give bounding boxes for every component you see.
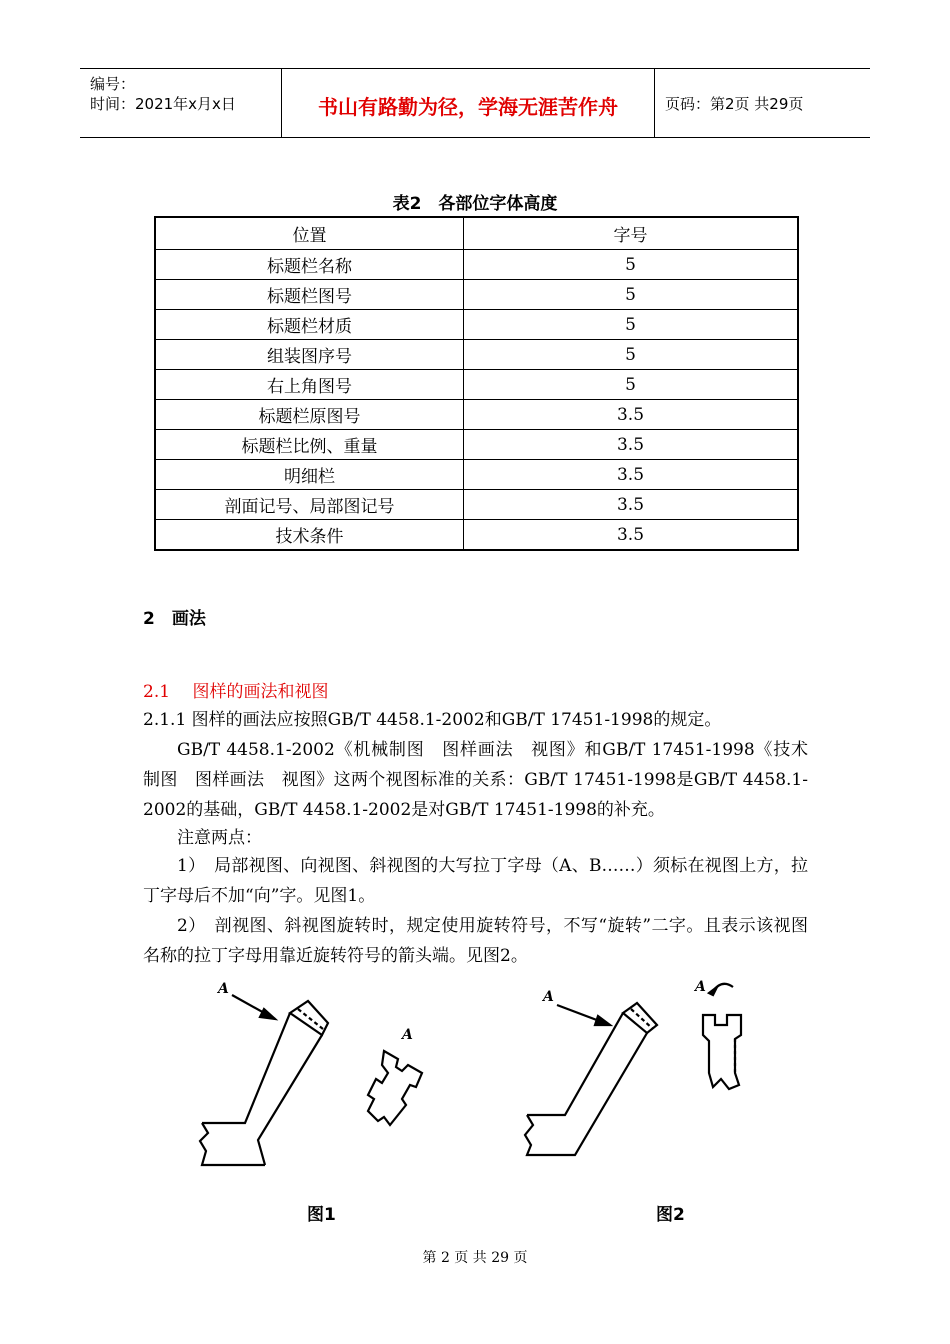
section-heading: 2 画法 xyxy=(143,609,206,629)
header-page-cell xyxy=(655,69,870,137)
table-row xyxy=(155,460,798,490)
table-row xyxy=(155,490,798,520)
table-cell: 技术条件 xyxy=(155,520,464,551)
table-cell: 3.5 xyxy=(464,400,799,430)
view-arrow xyxy=(232,995,275,1019)
view-arrow xyxy=(557,1005,610,1025)
view-label-a: A xyxy=(543,989,554,1005)
table-header-row xyxy=(155,217,798,250)
paragraph: GB/T 4458.1-2002《机械制图 图样画法 视图》和GB/T 17451-1998《技术制图 图样画法 视图》这两个视图标准的关系：GB/T 17451-1998是GB/T 4458.1-2002的基础，GB/T 4458.1-2002是对GB/T 17451-1998的补充。 xyxy=(143,740,808,820)
table-cell: 5 xyxy=(464,310,799,340)
column-header: 字号 xyxy=(464,217,799,250)
table-cell: 3.5 xyxy=(464,490,799,520)
view-label-a: A xyxy=(218,981,229,997)
local-view-label-a: A xyxy=(402,1027,413,1043)
subsection-heading: 2.1 图样的画法和视图 xyxy=(143,682,329,702)
table-row xyxy=(155,370,798,400)
table-cell: 3.5 xyxy=(464,460,799,490)
table-cell: 明细栏 xyxy=(155,460,464,490)
paragraph: 1） 局部视图、向视图、斜视图的大写拉丁字母（A、B……）须标在视图上方，拉丁字母后不加“向”字。见图1。 xyxy=(143,856,808,906)
table-cell: 5 xyxy=(464,370,799,400)
motto: 书山有路勤为径，学海无涯苦作舟 xyxy=(318,95,618,119)
table-cell: 5 xyxy=(464,280,799,310)
paragraph: 注意两点： xyxy=(177,828,262,848)
table-cell: 组装图序号 xyxy=(155,340,464,370)
rotation-symbol-icon xyxy=(709,984,733,995)
figure-2-caption: 图2 xyxy=(656,1205,685,1225)
table-cell: 3.5 xyxy=(464,430,799,460)
number-label: 编号： xyxy=(90,75,136,93)
page-footer: 第 2 页 共 29 页 xyxy=(422,1250,528,1266)
table-row xyxy=(155,520,798,551)
paragraph: 2） 剖视图、斜视图旋转时，规定使用旋转符号，不写“旋转”二字。且表示该视图名称的拉丁字母用靠近旋转符号的箭头端。见图2。 xyxy=(143,916,808,966)
oblique-bent-part xyxy=(200,1001,328,1165)
local-view-a xyxy=(368,1051,422,1125)
table-cell: 标题栏材质 xyxy=(155,310,464,340)
figure-2-drawing xyxy=(515,975,775,1185)
page-info: 页码：第2页 共29页 xyxy=(665,95,804,113)
table-row xyxy=(155,250,798,280)
paragraph: 2.1.1 图样的画法应按照GB/T 4458.1-2002和GB/T 17451-1998的规定。 xyxy=(143,710,722,730)
table-row xyxy=(155,340,798,370)
oblique-bent-part xyxy=(525,1003,657,1155)
document-header xyxy=(80,68,870,138)
table-cell: 右上角图号 xyxy=(155,370,464,400)
time-label: 时间：2021年x月x日 xyxy=(90,95,236,113)
table-row xyxy=(155,430,798,460)
table-cell: 5 xyxy=(464,250,799,280)
table-row xyxy=(155,280,798,310)
header-motto-cell xyxy=(282,69,655,137)
table-row xyxy=(155,310,798,340)
figure-1-drawing xyxy=(190,975,440,1185)
table-cell: 标题栏比例、重量 xyxy=(155,430,464,460)
table-cell: 3.5 xyxy=(464,520,799,551)
font-height-table xyxy=(154,216,799,551)
table-cell: 5 xyxy=(464,340,799,370)
column-header: 位置 xyxy=(155,217,464,250)
table-cell: 标题栏名称 xyxy=(155,250,464,280)
rotated-view-label-a: A xyxy=(695,979,706,995)
table-title: 表2 各部位字体高度 xyxy=(392,194,558,214)
table-row xyxy=(155,400,798,430)
table-cell: 标题栏原图号 xyxy=(155,400,464,430)
table-cell: 剖面记号、局部图记号 xyxy=(155,490,464,520)
header-info-cell xyxy=(80,69,282,137)
rotated-view-a xyxy=(703,1015,741,1089)
figure-1-caption: 图1 xyxy=(307,1205,336,1225)
table-cell: 标题栏图号 xyxy=(155,280,464,310)
